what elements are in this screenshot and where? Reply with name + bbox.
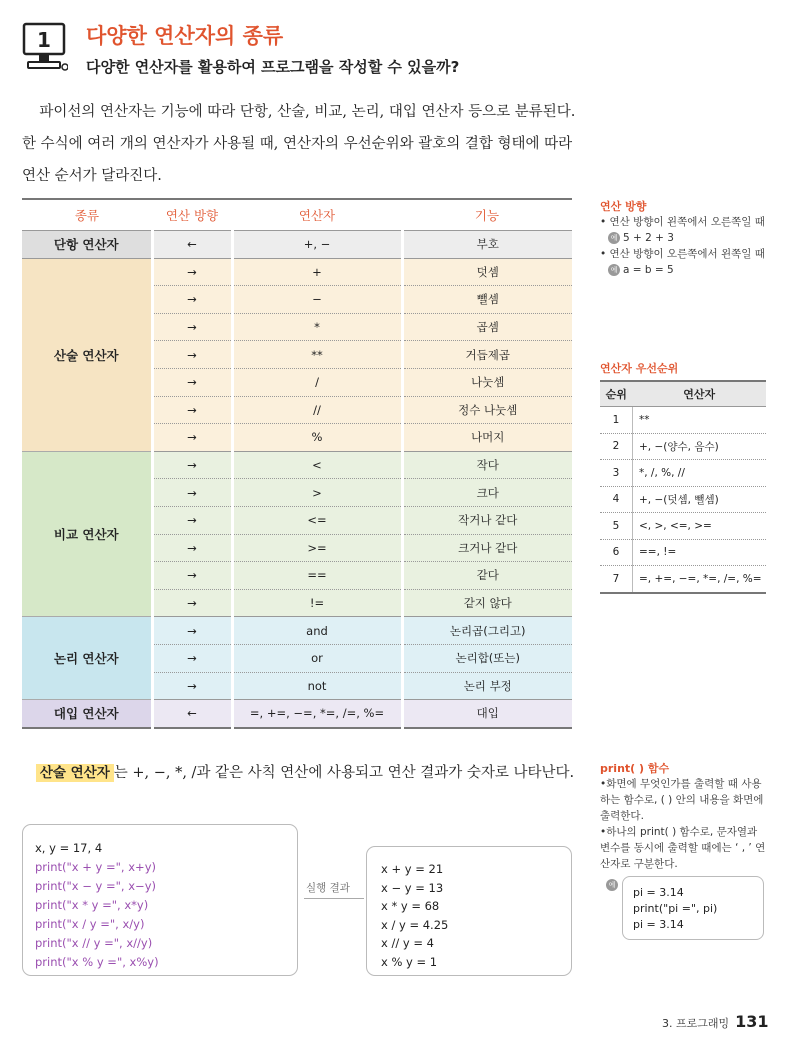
print-note — [600, 760, 770, 872]
category-cell: 단항 연산자 — [22, 231, 152, 259]
table-cell: → — [152, 451, 232, 479]
table-row — [22, 231, 572, 259]
operator-cell: *, /, %, // — [633, 460, 767, 487]
direction-example — [600, 230, 770, 246]
table-cell: // — [232, 396, 402, 424]
table-cell: =, +=, −=, *=, /=, %= — [232, 700, 402, 728]
table-cell: == — [232, 562, 402, 590]
column-header: 연산 방향 — [152, 199, 232, 231]
operator-cell: ==, != — [633, 539, 767, 566]
column-header: 순위 — [600, 381, 633, 407]
table-cell: not — [232, 672, 402, 700]
table-cell: 대입 — [402, 700, 572, 728]
table-cell: and — [232, 617, 402, 645]
table-cell: 거듭제곱 — [402, 341, 572, 369]
table-cell: 같지 않다 — [402, 589, 572, 617]
table-cell: 크거나 같다 — [402, 534, 572, 562]
example-badge: 예 — [606, 874, 621, 893]
result-line: x / y = 4.25 — [381, 917, 449, 932]
table-row — [22, 258, 572, 286]
arith-paragraph-text: 는 +, −, *, /과 같은 사칙 연산에 사용되고 연산 결과가 숫자로 나타난다. — [113, 765, 575, 781]
print-example-box — [622, 876, 764, 940]
direction-example — [600, 262, 770, 278]
example-text: a = b = 5 — [623, 264, 674, 276]
table-cell: → — [152, 258, 232, 286]
table-cell: → — [152, 479, 232, 507]
table-cell: * — [232, 313, 402, 341]
table-cell: 나눗셈 — [402, 368, 572, 396]
direction-note-body — [600, 214, 770, 278]
operator-cell: +, −(양수, 음수) — [633, 433, 767, 460]
table-cell: 작거나 같다 — [402, 506, 572, 534]
result-line: x % y = 1 — [381, 954, 438, 969]
table-cell: > — [232, 479, 402, 507]
operator-cell: ** — [633, 407, 767, 434]
table-cell: 나머지 — [402, 424, 572, 452]
example-text: 5 + 2 + 3 — [623, 232, 674, 244]
section-subtitle: 다양한 연산자를 활용하여 프로그램을 작성할 수 있을까? — [86, 58, 460, 76]
computer-icon — [22, 22, 68, 74]
table-cell: or — [232, 644, 402, 672]
table-cell: → — [152, 672, 232, 700]
priority-title: 연산자 우선순위 — [600, 362, 679, 375]
table-row — [600, 407, 766, 434]
direction-note — [600, 198, 770, 278]
table-cell: → — [152, 617, 232, 645]
table-cell: → — [152, 589, 232, 617]
example-badge: 예 — [608, 264, 620, 276]
arrow-line — [304, 898, 364, 899]
print-note-item: •하나의 print( ) 함수로, 문자열과 변수를 동시에 출력할 때에는 ‘ , ’ 연산자로 구분한다. — [600, 826, 766, 870]
category-cell: 대입 연산자 — [22, 700, 152, 728]
table-cell: 크다 — [402, 479, 572, 507]
table-cell: → — [152, 644, 232, 672]
result-line: x − y = 13 — [381, 880, 444, 895]
print-example-line: pi = 3.14 — [633, 918, 684, 931]
table-cell: → — [152, 534, 232, 562]
table-cell: 같다 — [402, 562, 572, 590]
chapter-label: 3. 프로그래밍 — [662, 1017, 730, 1030]
result-line: x * y = 68 — [381, 899, 440, 914]
table-cell: 작다 — [402, 451, 572, 479]
code-line: print("x − y =", x−y) — [35, 879, 156, 893]
table-row — [600, 433, 766, 460]
table-cell: → — [152, 562, 232, 590]
table-row — [600, 460, 766, 487]
table-cell: + — [232, 258, 402, 286]
print-note-title: print( ) 함수 — [600, 762, 670, 775]
table-cell: − — [232, 286, 402, 314]
column-header: 연산자 — [232, 199, 402, 231]
category-cell: 논리 연산자 — [22, 617, 152, 700]
table-cell: % — [232, 424, 402, 452]
direction-note-title: 연산 방향 — [600, 200, 647, 213]
direction-item: • 연산 방향이 왼쪽에서 오른쪽일 때 — [600, 216, 765, 228]
result-line: x // y = 4 — [381, 936, 434, 951]
page-footer — [662, 1012, 769, 1031]
table-cell: ← — [152, 700, 232, 728]
column-header: 종류 — [22, 199, 152, 231]
code-box — [22, 824, 298, 976]
operator-cell: <, >, <=, >= — [633, 513, 767, 540]
result-box — [366, 846, 572, 976]
table-row — [22, 451, 572, 479]
rank-cell: 6 — [600, 539, 633, 566]
table-cell: → — [152, 506, 232, 534]
arith-paragraph — [22, 756, 578, 790]
table-cell: +, − — [232, 231, 402, 259]
example-badge: 예 — [608, 232, 620, 244]
rank-cell: 1 — [600, 407, 633, 434]
table-cell: != — [232, 589, 402, 617]
table-cell: 논리 부정 — [402, 672, 572, 700]
table-cell: → — [152, 424, 232, 452]
table-cell: 논리합(또는) — [402, 644, 572, 672]
page-number: 131 — [735, 1012, 769, 1031]
code-line: print("x / y =", x/y) — [35, 917, 145, 931]
table-cell: → — [152, 368, 232, 396]
table-row — [22, 617, 572, 645]
rank-cell: 5 — [600, 513, 633, 540]
rank-cell: 2 — [600, 433, 633, 460]
code-line: print("x * y =", x*y) — [35, 898, 149, 912]
operator-cell: =, +=, −=, *=, /=, %= — [633, 566, 767, 593]
column-header: 기능 — [402, 199, 572, 231]
table-cell: → — [152, 396, 232, 424]
table-cell: 덧셈 — [402, 258, 572, 286]
table-cell: 곱셈 — [402, 313, 572, 341]
category-cell: 비교 연산자 — [22, 451, 152, 617]
table-cell: 뺄셈 — [402, 286, 572, 314]
rank-cell: 7 — [600, 566, 633, 593]
table-cell: → — [152, 341, 232, 369]
table-cell: 논리곱(그리고) — [402, 617, 572, 645]
arrow-label: 실행 결과 — [306, 882, 350, 894]
category-cell: 산술 연산자 — [22, 258, 152, 451]
table-row — [22, 700, 572, 728]
table-cell: → — [152, 313, 232, 341]
code-line: print("x // y =", x//y) — [35, 936, 153, 950]
print-note-body — [600, 776, 770, 872]
highlight-term: 산술 연산자 — [36, 764, 114, 782]
rank-cell: 3 — [600, 460, 633, 487]
code-line: x, y = 17, 4 — [35, 841, 103, 855]
svg-text:1: 1 — [37, 28, 51, 52]
table-row — [600, 539, 766, 566]
section-title: 다양한 연산자의 종류 — [86, 24, 284, 48]
priority-table — [600, 380, 766, 594]
print-example-line: print("pi =", pi) — [633, 902, 718, 915]
print-note-item: •화면에 무엇인가를 출력할 때 사용하는 함수로, ( ) 안의 내용을 화면에 출력한다. — [600, 778, 764, 822]
intro-paragraph — [22, 96, 578, 192]
table-cell: < — [232, 451, 402, 479]
column-header: 연산자 — [633, 381, 767, 407]
table-cell: ** — [232, 341, 402, 369]
table-cell: 정수 나눗셈 — [402, 396, 572, 424]
table-row — [600, 566, 766, 593]
table-cell: / — [232, 368, 402, 396]
result-line: x + y = 21 — [381, 862, 444, 876]
table-cell: 부호 — [402, 231, 572, 259]
rank-cell: 4 — [600, 486, 633, 513]
table-cell: <= — [232, 506, 402, 534]
table-cell: → — [152, 286, 232, 314]
table-row — [600, 513, 766, 540]
table-cell: ← — [152, 231, 232, 259]
operator-cell: +, −(덧셈, 뺄셈) — [633, 486, 767, 513]
operator-table — [22, 198, 572, 729]
direction-item: • 연산 방향이 오른쪽에서 왼쪽일 때 — [600, 248, 765, 260]
table-row — [600, 486, 766, 513]
print-example-line: pi = 3.14 — [633, 886, 684, 899]
intro-text: 파이선의 연산자는 기능에 따라 단항, 산술, 비교, 논리, 대입 연산자 등으로 분류된다. 한 수식에 여러 개의 연산자가 사용될 때, 연산자의 우선순위와 괄호의 결합 형태에 따라 연산 순서가 달라진다. — [22, 104, 576, 184]
table-cell: >= — [232, 534, 402, 562]
code-line: print("x % y =", x%y) — [35, 955, 159, 969]
code-line: print("x + y =", x+y) — [35, 860, 156, 874]
